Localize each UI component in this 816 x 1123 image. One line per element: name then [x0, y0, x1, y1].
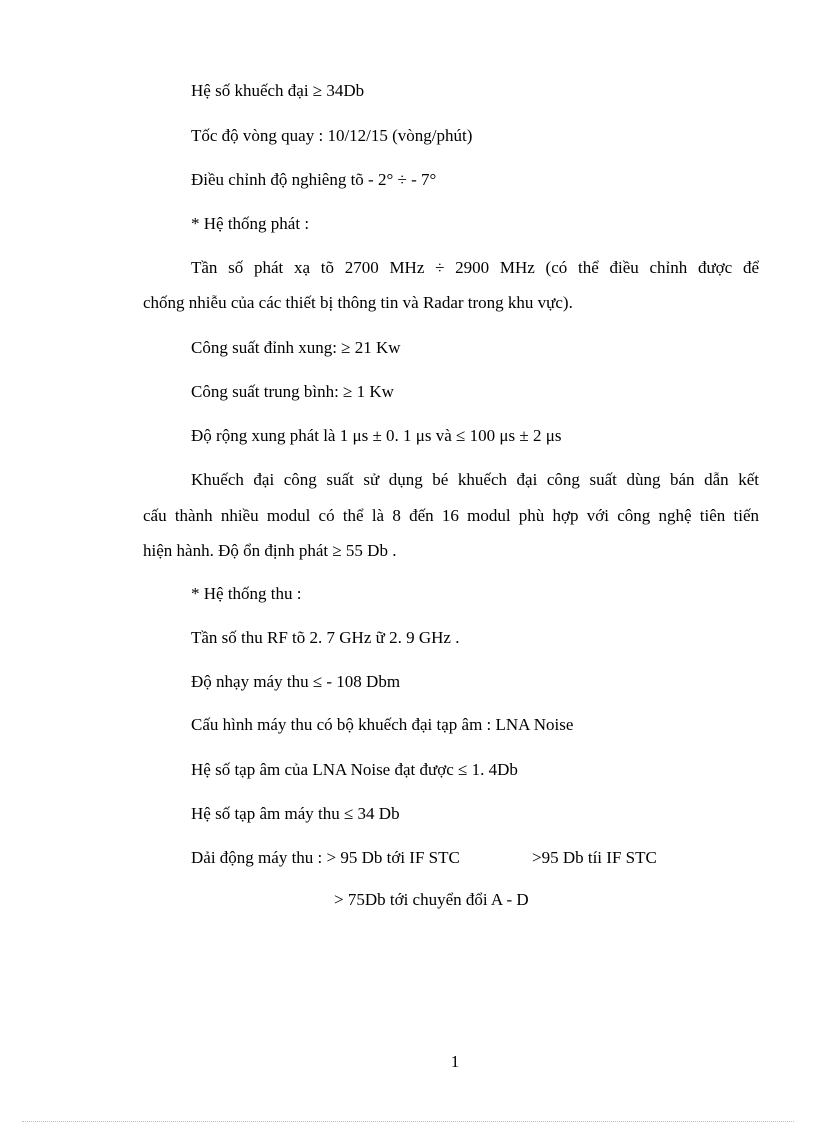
paragraph-tx-frequency-line-1: Tần số phát xạ tõ 2700 MHz ÷ 2900 MHz (có thể điều chỉnh được để — [191, 258, 759, 277]
section-heading-receiver: * Hệ thống thu : — [191, 584, 302, 603]
text-line-tilt-adjust: Điều chỉnh độ nghiêng tõ - 2° ÷ - 7° — [191, 170, 437, 189]
paragraph-amplifier-line-2: cấu thành nhiều modul có thể là 8 đến 16 modul phù hợp với công nghệ tiên tiến — [143, 506, 759, 525]
paragraph-amplifier-line-1: Khuếch đại công suất sử dụng bé khuếch đại công suất dùng bán dẫn kết — [191, 470, 759, 489]
paragraph-tx-frequency-line-2: chống nhiễu của các thiết bị thông tin và Radar trong khu vực). — [143, 293, 573, 312]
page-bottom-border — [22, 1121, 794, 1122]
text-line-dynamic-range: Dải động máy thu : > 95 Db tới IF STC — [191, 848, 460, 867]
text-line-peak-power: Công suất đỉnh xung: ≥ 21 Kw — [191, 338, 401, 357]
text-line-dynamic-range-alt: >95 Db tíi IF STC — [532, 848, 657, 867]
page-number: 1 — [450, 1052, 460, 1071]
text-line-rx-frequency: Tần số thu RF tõ 2. 7 GHz ữ 2. 9 GHz . — [191, 628, 460, 647]
text-line-lna-noise-figure: Hệ số tạp âm của LNA Noise đạt được ≤ 1. 4Db — [191, 760, 518, 779]
text-line-dynamic-range-ad: > 75Db tới chuyển đổi A - D — [334, 890, 529, 909]
paragraph-amplifier-line-3: hiện hành. Độ ổn định phát ≥ 55 Db . — [143, 541, 397, 560]
text-line-average-power: Công suất trung bình: ≥ 1 Kw — [191, 382, 394, 401]
text-line-rotation-speed: Tốc độ vòng quay : 10/12/15 (vòng/phút) — [191, 126, 473, 145]
section-heading-transmitter: * Hệ thống phát : — [191, 214, 310, 233]
text-line-rx-sensitivity: Độ nhạy máy thu ≤ - 108 Dbm — [191, 672, 401, 691]
text-line-rx-config: Cấu hình máy thu có bộ khuếch đại tạp âm : LNA Noise — [191, 715, 574, 734]
text-line-rx-noise-figure: Hệ số tạp âm máy thu ≤ 34 Db — [191, 804, 400, 823]
text-line-gain: Hệ số khuếch đại ≥ 34Db — [191, 81, 365, 100]
text-line-pulse-width: Độ rộng xung phát là 1 μs ± 0. 1 μs và ≤ 100 μs ± 2 μs — [191, 426, 562, 445]
